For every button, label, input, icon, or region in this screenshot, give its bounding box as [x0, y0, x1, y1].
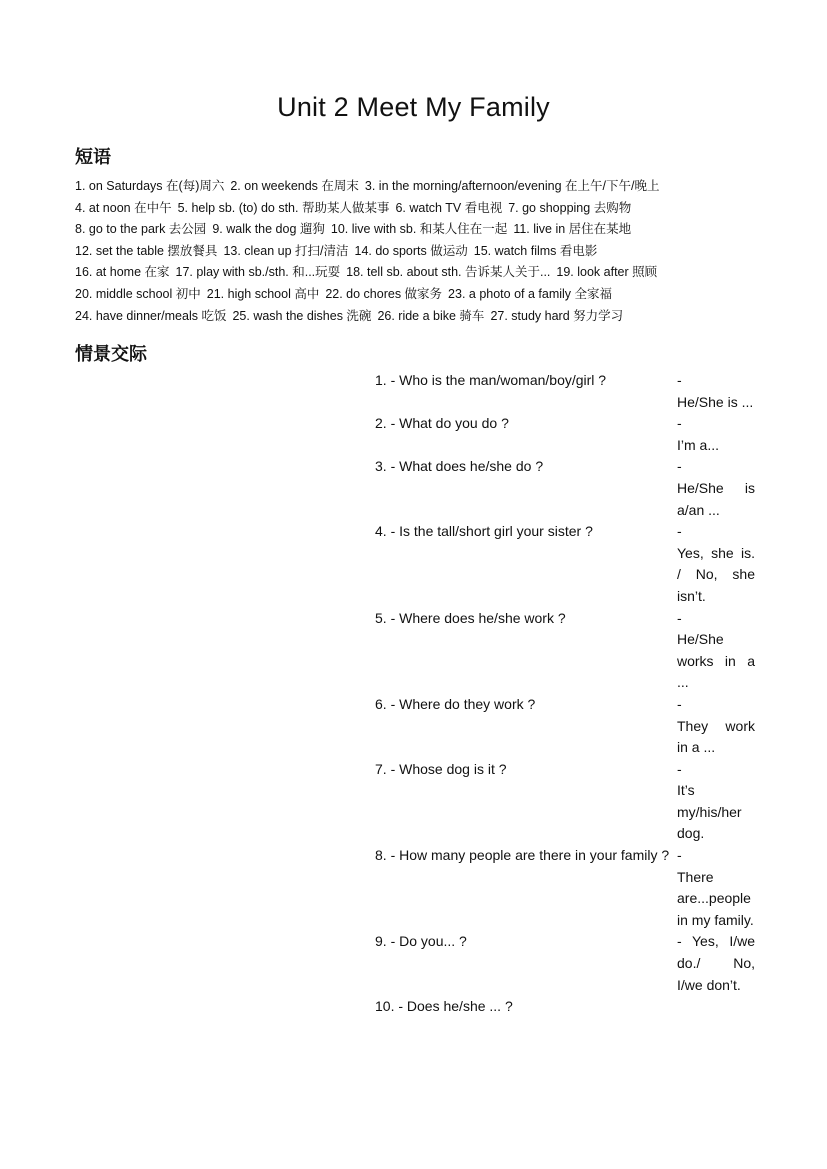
phrase-item: 9. walk the dog 遛狗: [212, 222, 325, 237]
dialog-list: [375, 370, 755, 1018]
dialog-question: 9. - Do you... ?: [375, 933, 467, 950]
dialog-item: [375, 456, 755, 521]
dialog-item: [375, 370, 755, 413]
phrase-list: [75, 176, 765, 327]
dialog-answer: - Yes, I/we do./ No, I/we don’t.: [677, 933, 755, 993]
dialog-question: 6. - Where do they work ?: [375, 695, 536, 712]
phrase-line: [75, 198, 765, 220]
dialog-answer: - He/She is a/an ...: [677, 458, 755, 518]
section-heading-dialogs: 情景交际: [75, 344, 147, 365]
phrase-item: 1. on Saturdays 在(每)周六: [75, 179, 225, 193]
phrase-line: [75, 306, 765, 328]
dialog-answer: - Yes, she is. / No, she isn’t.: [677, 523, 755, 604]
dialog-question: 7. - Whose dog is it ?: [375, 760, 507, 777]
phrase-item: 22. do chores 做家务: [325, 286, 443, 301]
dialog-item: [375, 608, 755, 694]
phrase-item: 18. tell sb. about sth. 告诉某人关于...: [346, 265, 551, 280]
dialog-question: 3. - What does he/she do ?: [375, 458, 544, 475]
dialog-question: 4. - Is the tall/short girl your sister ?: [375, 523, 593, 540]
dialog-answer: - He/She is ...: [677, 372, 754, 410]
dialog-question: 5. - Where does he/she work ?: [375, 609, 566, 626]
phrase-item: 16. at home 在家: [75, 265, 170, 280]
phrase-item: 11. live in 居住在某地: [513, 222, 632, 237]
phrase-item: 5. help sb. (to) do sth. 帮助某人做某事: [177, 200, 390, 215]
phrase-item: 27. study hard 努力学习: [490, 308, 624, 323]
phrase-item: 17. play with sb./sth. 和...玩耍: [175, 265, 341, 280]
phrase-item: 24. have dinner/meals 吃饭: [75, 308, 227, 323]
dialog-question: 10. - Does he/she ... ?: [375, 998, 513, 1015]
dialog-item: [375, 521, 755, 607]
phrase-item: 7. go shopping 去购物: [508, 200, 632, 215]
phrase-item: 25. wash the dishes 洗碗: [232, 308, 372, 323]
phrase-item: 23. a photo of a family 全家福: [448, 286, 613, 301]
phrase-line: [75, 241, 765, 263]
phrase-item: 6. watch TV 看电视: [395, 200, 503, 215]
dialog-item: [375, 694, 755, 759]
dialog-answer: - It’s my/his/her dog.: [677, 760, 742, 842]
phrase-item: 15. watch films 看电影: [473, 243, 598, 258]
dialog-answer: - There are...people in my family.: [677, 847, 754, 928]
phrase-line: [75, 284, 765, 306]
phrase-line: [75, 176, 765, 198]
phrase-item: 12. set the table 摆放餐具: [75, 243, 218, 258]
phrase-item: 8. go to the park 去公园: [75, 222, 207, 237]
section-heading-phrases: 短语: [75, 147, 111, 168]
dialog-answer: - They work in a ...: [677, 695, 755, 756]
phrase-item: 20. middle school 初中: [75, 286, 201, 301]
dialog-question: 8. - How many people are there in your family ?: [375, 847, 670, 864]
phrase-item: 10. live with sb. 和某人住在一起: [330, 222, 508, 237]
phrase-item: 21. high school 高中: [206, 286, 320, 301]
phrase-item: 14. do sports 做运动: [354, 243, 468, 258]
phrase-item: 26. ride a bike 骑车: [377, 308, 485, 323]
phrase-line: [75, 219, 765, 241]
dialog-question: 1. - Who is the man/woman/boy/girl ?: [375, 372, 607, 388]
dialog-item: [375, 413, 755, 456]
dialog-item: [375, 931, 755, 996]
dialog-item: [375, 845, 755, 931]
dialog-item: [375, 996, 755, 1018]
phrase-item: 4. at noon 在中午: [75, 200, 172, 215]
dialog-answer: - I’m a...: [677, 415, 720, 453]
phrase-item: 13. clean up 打扫/清洁: [223, 243, 349, 258]
phrase-line: [75, 262, 765, 284]
dialog-answer: - He/She works in a ...: [677, 609, 755, 691]
page-title: Unit 2 Meet My Family: [277, 92, 550, 122]
phrase-item: 3. in the morning/afternoon/evening 在上午/下午/晚上: [364, 179, 660, 193]
dialog-item: [375, 759, 755, 845]
phrase-item: 2. on weekends 在周末: [230, 179, 359, 193]
phrase-item: 19. look after 照顾: [556, 265, 658, 280]
dialog-question: 2. - What do you do ?: [375, 415, 509, 432]
